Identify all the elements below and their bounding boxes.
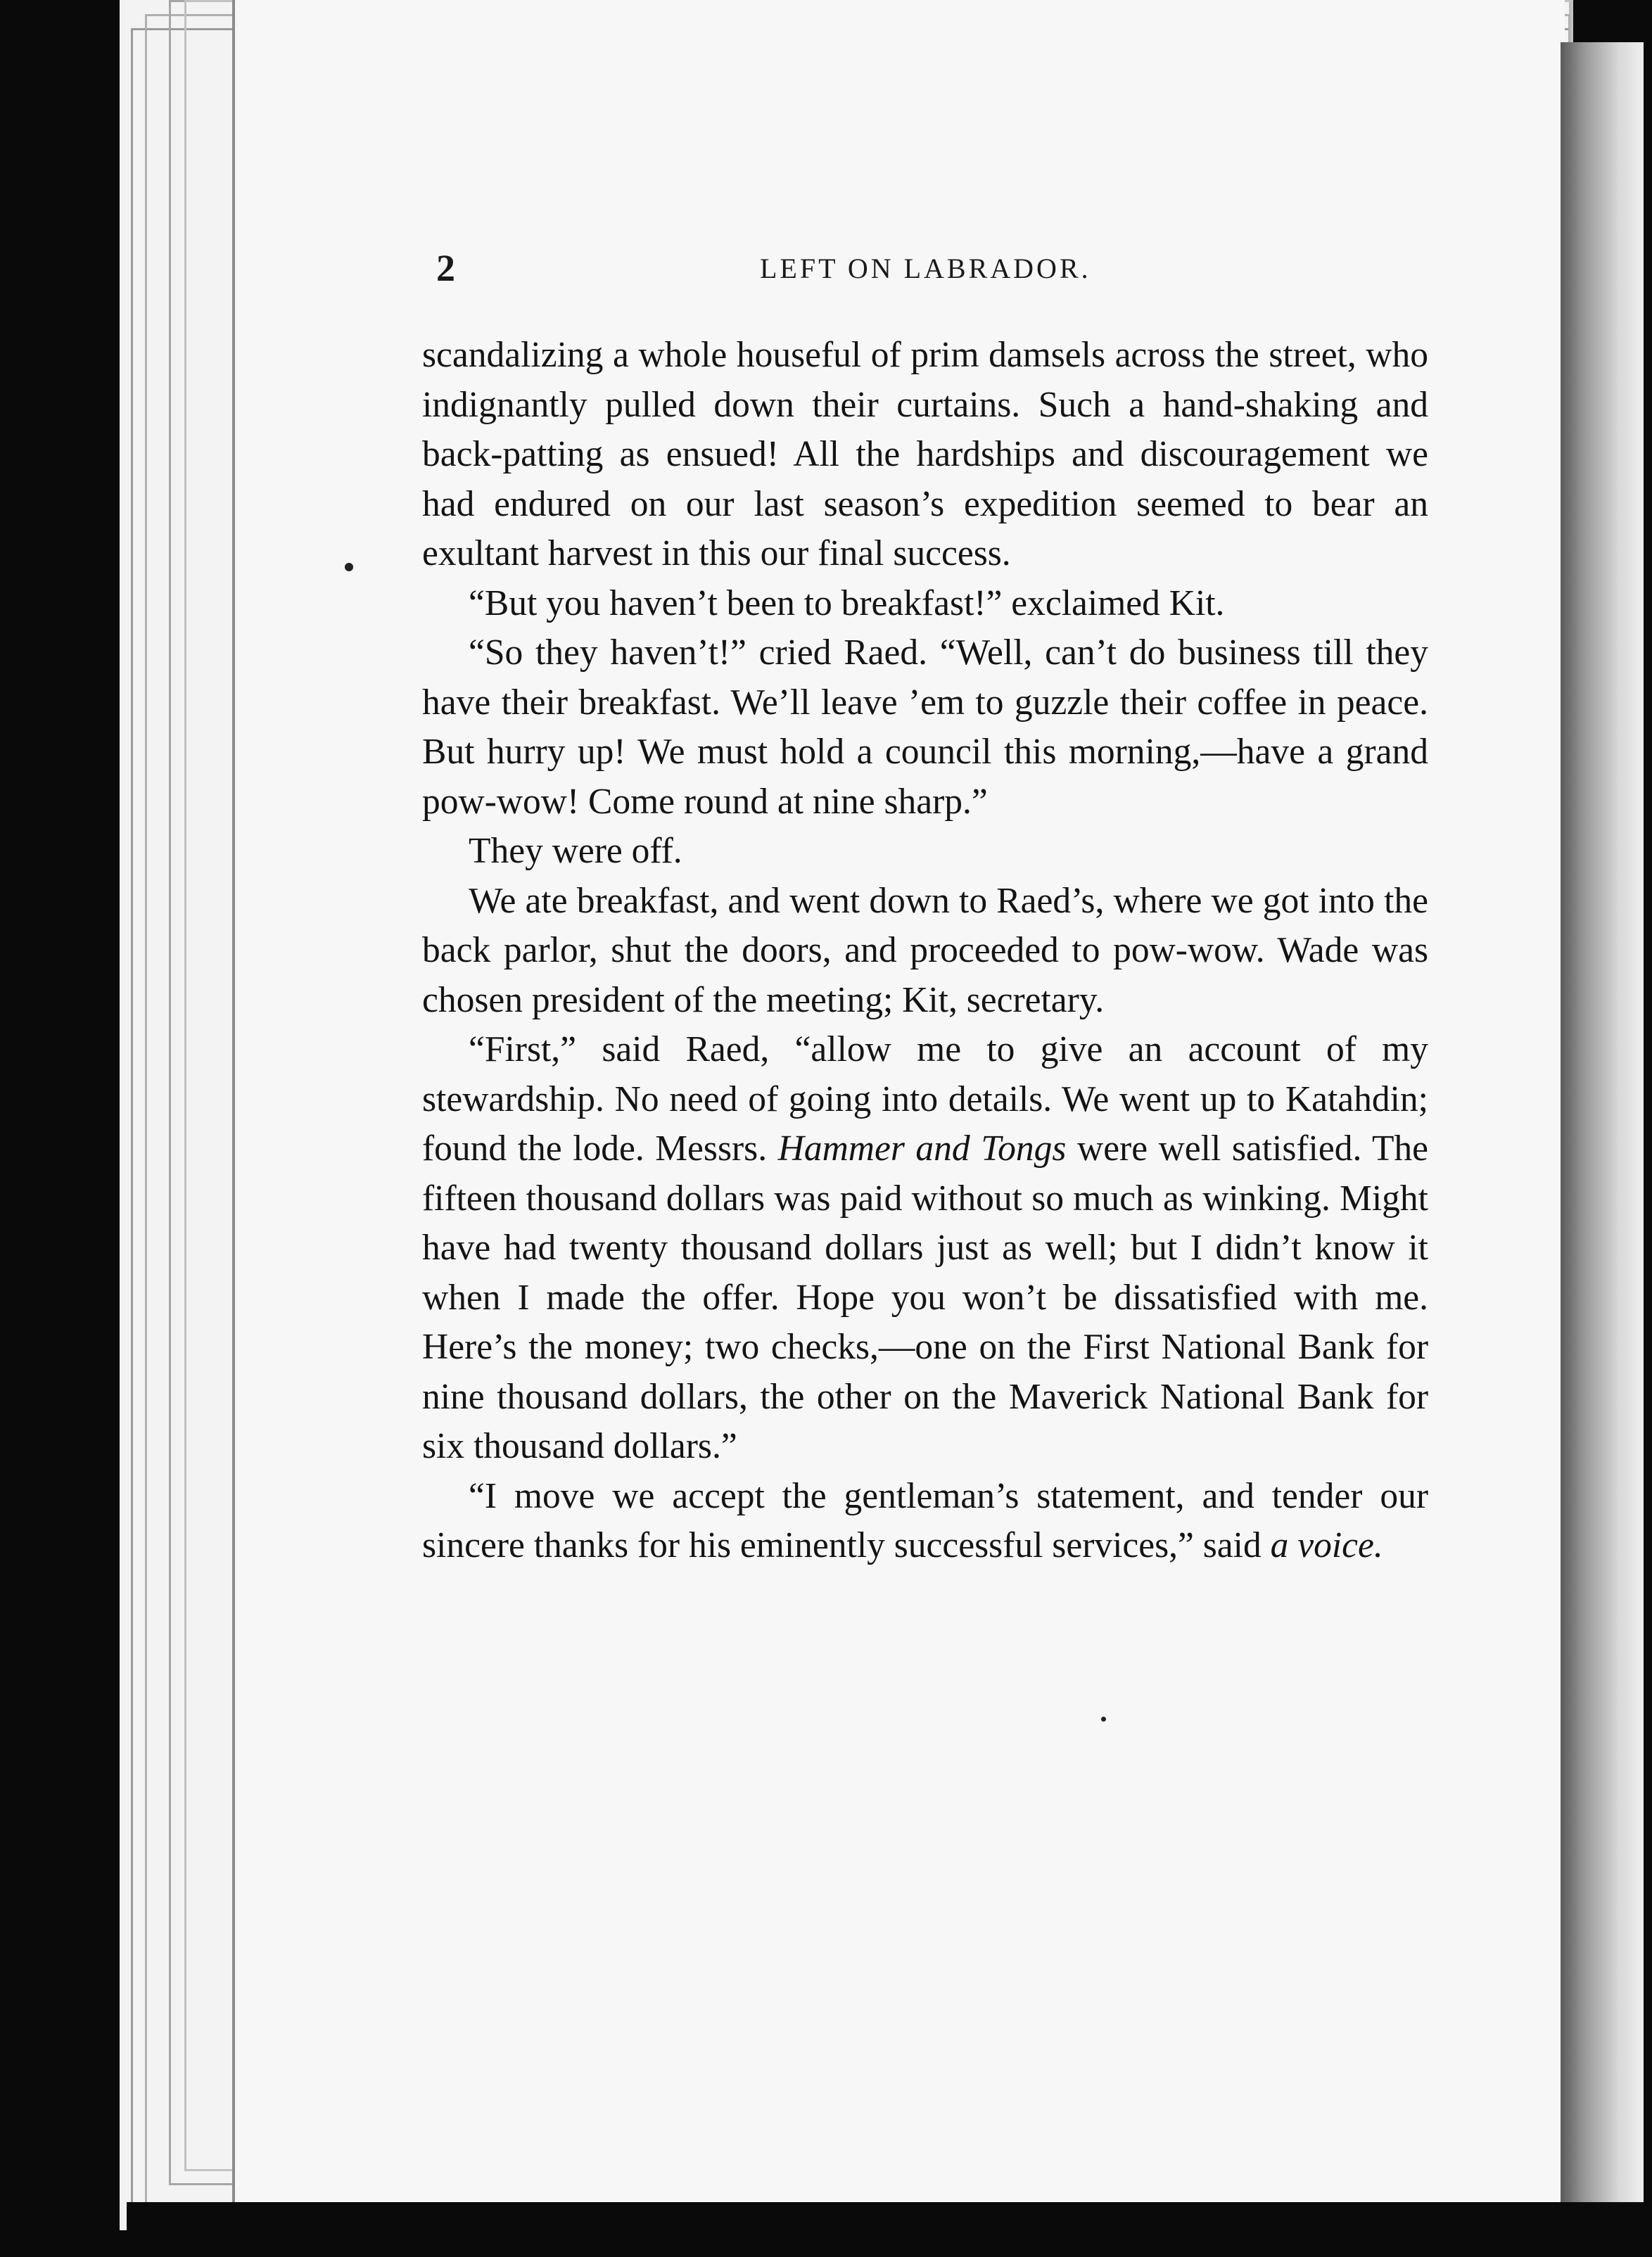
body-text	[422, 331, 1428, 1571]
running-title: LEFT ON LABRADOR.	[760, 253, 1091, 284]
paragraph: We ate breakfast, and went down to Raed’s, where we got into the back parlor, shut the doors, and proceeded to pow-wow. Wade was chosen president of the meeting; Kit, secretary.	[422, 880, 1428, 1020]
paragraph-text: “I move we accept the gentleman’s statement, and tender our sincere thanks for his eminently successful services,” said	[422, 1475, 1428, 1565]
paragraph	[422, 1472, 1428, 1571]
gutter-shadow	[1561, 42, 1644, 2209]
dust-speck	[345, 563, 353, 571]
dust-speck	[1101, 1717, 1106, 1722]
paragraph: They were off.	[469, 831, 682, 871]
paragraph-text: “First,” said Raed, “allow me to give an account of my stewardship. No need of going into details. We went up to Katahdin; found the lode. Messrs.	[422, 1029, 1428, 1169]
italic-text: a voice.	[1270, 1525, 1383, 1565]
italic-text: Hammer and Tongs	[777, 1128, 1067, 1169]
paragraph-text: were well satisfied. The fifteen thousand dollars was paid without so much as winking. Might have had twenty thousand dollars just as well; but I didn’t know it when I made the offer. Hope you won’t be dissatisfied with me. Here’s the money; two checks,—one on the First National Bank for nine thousand dollars, the other on the Maverick National Bank for six thousand dollars.”	[422, 1128, 1429, 1466]
paragraph: scandalizing a whole houseful of prim damsels across the street, who indignantly pulled down their curtains. Such a hand-shaking and back-patting as ensued! All the hardships and discouragement we had endured on our last season’s expedition seemed to bear an exultant harvest in this our final success.	[422, 335, 1428, 573]
paragraph: “So they haven’t!” cried Raed. “Well, can’t do business till they have their breakfast. We’ll leave ’em to guzzle their coffee in peace. But hurry up! We must hold a council this morning,—have a grand pow-wow! Come round at nine sharp.”	[422, 632, 1428, 822]
page-number: 2	[436, 247, 455, 289]
paragraph	[422, 1025, 1428, 1472]
bottom-edge	[127, 2202, 1646, 2257]
paragraph: “But you haven’t been to breakfast!” exclaimed Kit.	[469, 583, 1225, 623]
